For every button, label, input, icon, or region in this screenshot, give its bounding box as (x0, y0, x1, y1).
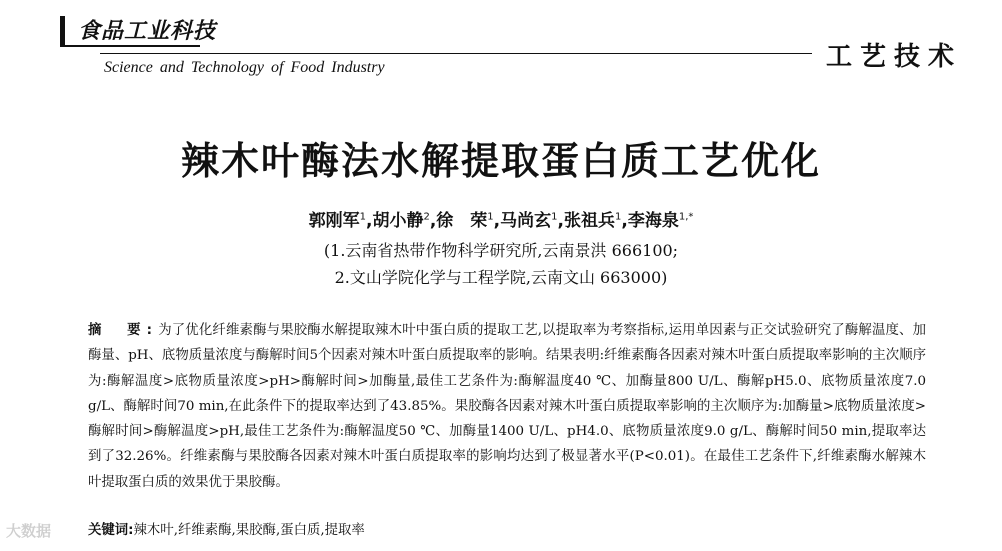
paper-title: 辣木叶酶法水解提取蛋白质工艺优化 (180, 139, 821, 183)
affiliation-1: (1.云南省热带作物科学研究所,云南景洪 666100; (323, 241, 679, 260)
affiliation-2: 2.文山学院化学与工程学院,云南文山 663000) (334, 268, 668, 287)
journal-mark-bar (60, 16, 65, 46)
abstract (88, 318, 926, 495)
journal-header (0, 0, 1002, 90)
keywords-text: 辣木叶,纤维素酶,果胶酶,蛋白质,提取率 (133, 523, 365, 538)
keywords-label: 关键词: (88, 523, 134, 538)
author: 马尚玄$^1$ (500, 211, 558, 231)
journal-name-en: Science and Technology of Food Industry (104, 59, 385, 76)
author: 李海泉$^{1,*}$ (627, 211, 694, 231)
watermark-logo: 大数据 (6, 522, 52, 540)
abstract-label: 摘 要: (88, 323, 159, 338)
keywords (88, 518, 926, 543)
journal-name-cn: 食品工业科技 (78, 19, 217, 44)
author: 胡小静$^2$ (372, 211, 430, 231)
header-divider (100, 53, 812, 54)
author-list: 郭刚军$^1$,胡小静$^2$,徐 荣$^1$,马尚玄$^1$,张祖兵$^1$,李海泉$^{1,*}$ (308, 211, 694, 231)
author: 郭刚军$^1$ (308, 211, 366, 231)
author: 徐 荣$^1$ (436, 211, 494, 231)
section-label: 工艺技术 (826, 42, 963, 72)
abstract-text: 为了优化纤维素酶与果胶酶水解提取辣木叶中蛋白质的提取工艺,以提取率为考察指标,运用单因素与正交试验研究了酶解温度、加酶量、pH、底物质量浓度与酶解时间5个因素对辣木叶蛋白质提取率的影响。结果表明:纤维素酶各因素对辣木叶蛋白质提取率影响的主次顺序为:酶解温度>底物质量浓度>pH>酶解时间>加酶量,最佳工艺条件为:酶解温度40 ℃、加酶量800 U/L、酶解pH5.0、底物质量浓度7.0 g/L、酶解时间70 min,在此条件下的提取率达到了43.85%。果胶酶各因素对辣木叶蛋白质提取率影响的主次顺序为:加酶量>底物质量浓度>酶解时间>酶解温度>pH,最佳工艺条件为:酶解温度50 ℃、加酶量1400 U/L、pH4.0、底物质量浓度9.0 g/L、酶解时间50 min,提取率达到了32.26%。纤维素酶与果胶酶各因素对辣木叶蛋白质提取率的影响均达到了极显著水平(P<0.01)。在最佳工艺条件下,纤维素酶水解辣木叶提取蛋白质的效果优于果胶酶。 (88, 323, 926, 490)
author: 张祖兵$^1$ (563, 211, 622, 231)
journal-underline (60, 45, 200, 47)
